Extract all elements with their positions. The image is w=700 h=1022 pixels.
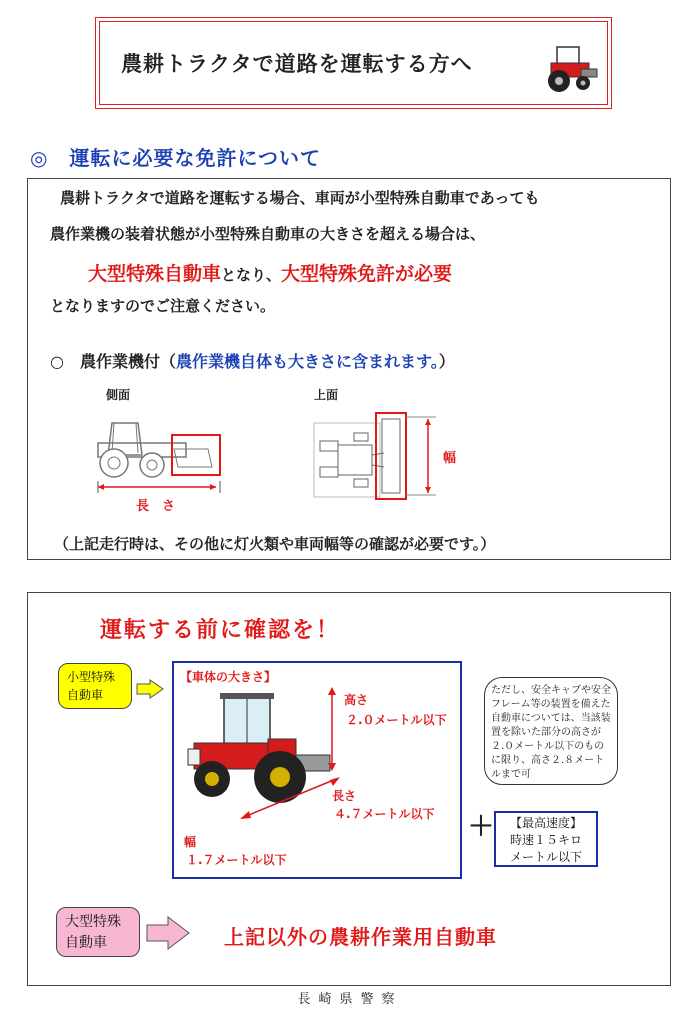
license-panel [27, 178, 671, 560]
check-panel [27, 592, 671, 986]
tractor-icon [543, 43, 599, 95]
check-heading: 運転する前に確認を！ [100, 618, 341, 643]
small-special-tag-line2: 自動車 [67, 688, 104, 702]
width-value: １.７メートル以下 [186, 853, 287, 867]
page-title: 農耕トラクタで道路を運転する方へ [121, 52, 473, 76]
height-value: ２.０メートル以下 [346, 713, 447, 727]
small-special-tag [58, 663, 132, 709]
license-line-3 [88, 259, 452, 286]
max-speed-box [494, 811, 598, 867]
exception-note-bubble: ただし、安全キャブや安全フレーム等の装置を備えた自動車については、当該装置を除いた部分の高さが２.０メートル以下のものに限り、高さ２.８メートルまで可 [484, 677, 618, 785]
height-label: 高さ [344, 693, 369, 707]
side-view-label: 側面 [106, 388, 131, 402]
large-special-tag-line1: 大型特殊 [65, 914, 121, 930]
license-line-3-connector: となり、 [221, 266, 282, 284]
large-special-license: 大型特殊免許が必要 [281, 263, 453, 285]
side-view-diagram [90, 407, 230, 503]
vehicle-size-title: 【車体の大きさ】 [180, 670, 277, 684]
width-label: 幅 [443, 451, 457, 466]
arrow-right-icon [136, 679, 164, 699]
attachment-line [50, 349, 455, 372]
max-speed-title: 【最高速度】 [509, 816, 582, 830]
plus-sign: ＋ [468, 812, 495, 842]
arrow-right-icon [146, 916, 190, 950]
footer-issuer: 長崎県警察 [297, 992, 403, 1007]
license-heading: ◎ 運転に必要な免許について [30, 146, 322, 170]
title-box [95, 17, 612, 109]
length-label-2: 長さ [332, 789, 357, 803]
max-speed-line3: メートル以下 [509, 850, 582, 864]
attachment-suffix: ） [438, 352, 455, 371]
length-arrow [240, 775, 340, 821]
large-special-tag [56, 907, 140, 957]
attachment-note: 農作業機自体も大きさに含まれます。 [175, 352, 439, 371]
license-line-1: 農耕トラクタで道路を運転する場合、車両が小型特殊自動車であっても [60, 189, 540, 207]
license-line-2: 農作業機の装着状態が小型特殊自動車の大きさを超える場合は、 [50, 225, 486, 243]
height-arrow [326, 687, 338, 771]
top-view-diagram [310, 405, 460, 505]
small-special-tag-line1: 小型特殊 [67, 670, 116, 684]
attachment-prefix: ○ 農作業機付（ [50, 352, 176, 371]
width-label-2: 幅 [184, 835, 197, 849]
length-value: ４.７メートル以下 [334, 807, 435, 821]
large-special-vehicle: 大型特殊自動車 [88, 263, 222, 285]
max-speed-line2: 時速１５キロ [509, 833, 582, 847]
large-special-tag-line2: 自動車 [65, 935, 107, 951]
length-label: 長 さ [136, 499, 176, 514]
footnote: （上記走行時は、その他に灯火類や車両幅等の確認が必要です。） [54, 535, 496, 553]
other-vehicles-text: 上記以外の農耕作業用自動車 [224, 925, 497, 949]
top-view-label: 上面 [314, 388, 339, 402]
license-line-4: となりますのでご注意ください。 [50, 297, 276, 315]
vehicle-size-box [172, 661, 462, 879]
